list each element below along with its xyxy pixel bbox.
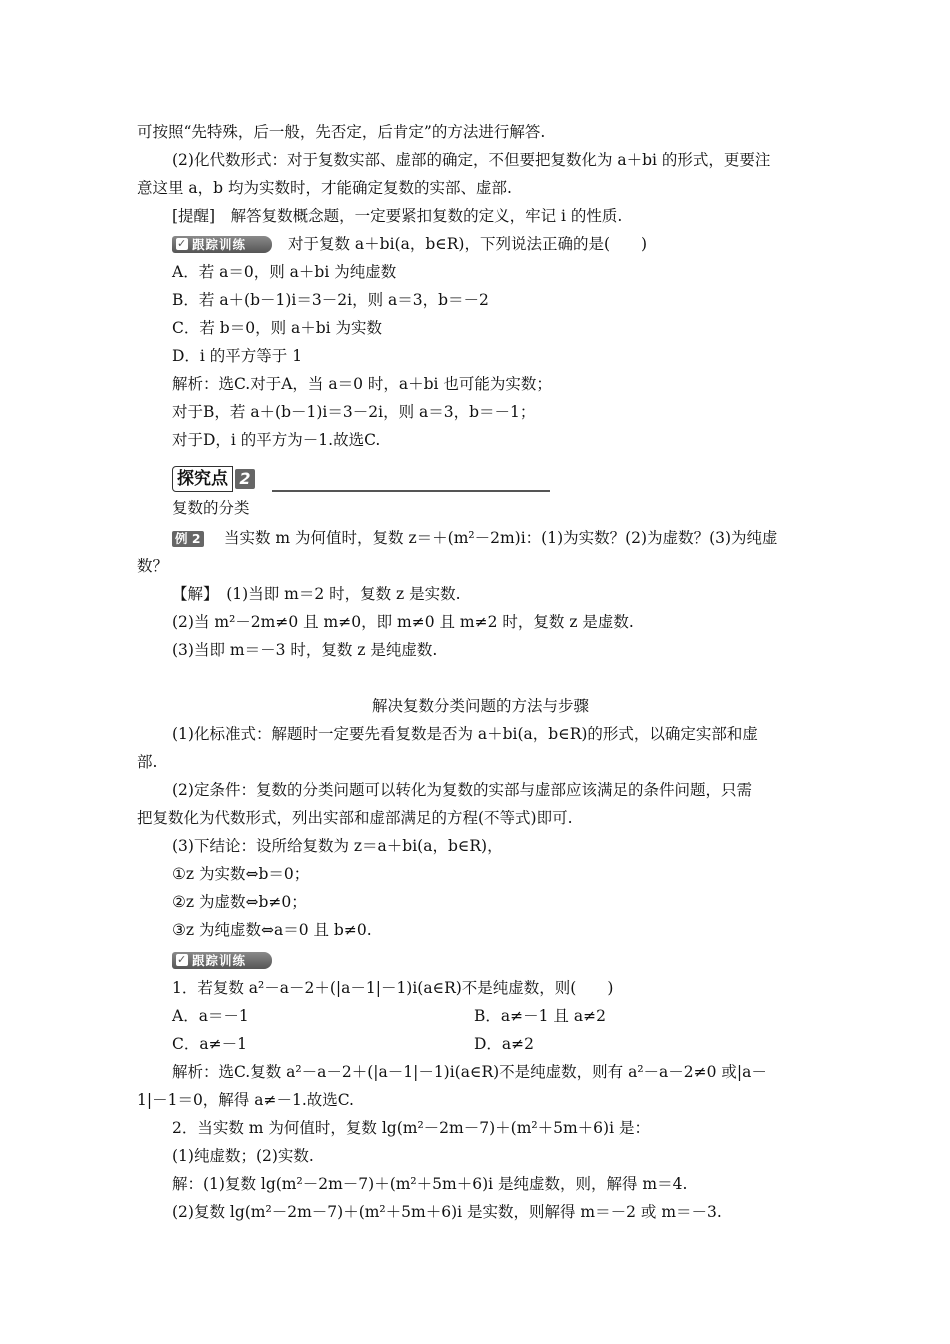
option-a: A．若 a＝0，则 a＋bi 为纯虚数 (172, 263, 397, 281)
badge-label: 跟踪训练 (192, 237, 247, 252)
reminder-line: [提醒] 解答复数概念题，一定要紧扣复数的定义，牢记 i 的性质. (172, 207, 623, 225)
question-stem: 对于复数 a＋bi(a，b∈R)，下列说法正确的是( ) (288, 235, 648, 253)
analysis-line: 解析：选C.对于A，当 a＝0 时，a＋bi 也可能为实数； (172, 375, 552, 393)
divider (272, 490, 550, 492)
text-line: 意这里 a，b 均为实数时，才能确定复数的实部、虚部. (137, 179, 512, 197)
text-line: ②z 为虚数⇔b≠0； (172, 893, 307, 911)
option-a: A．a＝－1 (172, 1007, 249, 1025)
text-line: (3)下结论：设所给复数为 z＝a＋bi(a，b∈R)， (172, 837, 503, 855)
text-line: (2)定条件：复数的分类问题可以转化为复数的实部与虚部应该满足的条件问题，只需 (172, 781, 752, 799)
solution-line: 解：(1)复数 lg(m²－2m－7)＋(m²＋5m＋6)i 是纯虚数，则，解得 m＝4. (172, 1175, 688, 1193)
method-title: 解决复数分类问题的方法与步骤 (372, 697, 590, 715)
track-training-badge (172, 236, 272, 253)
analysis-line: 1|－1＝0，解得 a≠－1.故选C. (137, 1091, 354, 1109)
text-line: ③z 为纯虚数⇔a＝0 且 b≠0. (172, 921, 372, 939)
analysis-line: 对于D，i 的平方为－1.故选C. (172, 431, 381, 449)
explore-point-header (172, 466, 255, 492)
check-icon (176, 954, 188, 966)
text-line: 可按照“先特殊，后一般，先否定，后肯定”的方法进行解答. (137, 123, 546, 141)
option-b: B．a≠－1 且 a≠2 (474, 1007, 606, 1025)
text-line: (2)化代数形式：对于复数实部、虚部的确定，不但要把复数化为 a＋bi 的形式，更要注 (172, 151, 771, 169)
option-d: D．i 的平方等于 1 (172, 347, 303, 365)
text-line: 数？ (137, 557, 169, 575)
section-title: 复数的分类 (172, 499, 250, 517)
text-line: ①z 为实数⇔b＝0； (172, 865, 310, 883)
explore-number: 2 (235, 469, 255, 489)
solution-line: (2)复数 lg(m²－2m－7)＋(m²＋5m＋6)i 是实数，则解得 m＝－2 或 m＝－3. (172, 1203, 722, 1221)
text-line: 把复数化为代数形式，列出实部和虚部满足的方程(不等式)即可. (137, 809, 573, 827)
question-stem: 1．若复数 a²－a－2＋(|a－1|－1)i(a∈R)不是纯虚数，则( ) (172, 979, 614, 997)
check-icon (176, 238, 188, 250)
option-b: B．若 a＋(b－1)i＝3－2i，则 a＝3，b＝－2 (172, 291, 489, 309)
solution-line: (3)当即 m＝－3 时，复数 z 是纯虚数. (172, 641, 438, 659)
text-line: (1)化标准式：解题时一定要先看复数是否为 a＋bi(a，b∈R)的形式，以确定实部和虚 (172, 725, 758, 743)
solution-line: 【解】 (1)当即 m＝2 时，复数 z 是实数. (172, 585, 461, 603)
example-stem: 当实数 m 为何值时，复数 z＝＋(m²－2m)i：(1)为实数？(2)为虚数？(3)为纯虚 (224, 529, 778, 547)
option-d: D．a≠2 (474, 1035, 535, 1053)
option-c: C．a≠－1 (172, 1035, 247, 1053)
analysis-line: 对于B，若 a＋(b－1)i＝3－2i，则 a＝3，b＝－1； (172, 403, 536, 421)
badge-label: 跟踪训练 (192, 953, 247, 968)
question-stem: 2．当实数 m 为何值时，复数 lg(m²－2m－7)＋(m²＋5m＋6)i 是： (172, 1119, 650, 1137)
text-line: 部. (137, 753, 158, 771)
analysis-line: 解析：选C.复数 a²－a－2＋(|a－1|－1)i(a∈R)不是纯虚数，则有 a²－a－2≠0 或|a－ (172, 1063, 767, 1081)
example-badge: 例 2 (172, 531, 204, 547)
text-line: (1)纯虚数；(2)实数. (172, 1147, 314, 1165)
solution-line: (2)当 m²－2m≠0 且 m≠0，即 m≠0 且 m≠2 时，复数 z 是虚数. (172, 613, 634, 631)
track-training-badge (172, 952, 272, 969)
option-c: C．若 b＝0，则 a＋bi 为实数 (172, 319, 383, 337)
explore-label: 探究点 (172, 466, 233, 492)
